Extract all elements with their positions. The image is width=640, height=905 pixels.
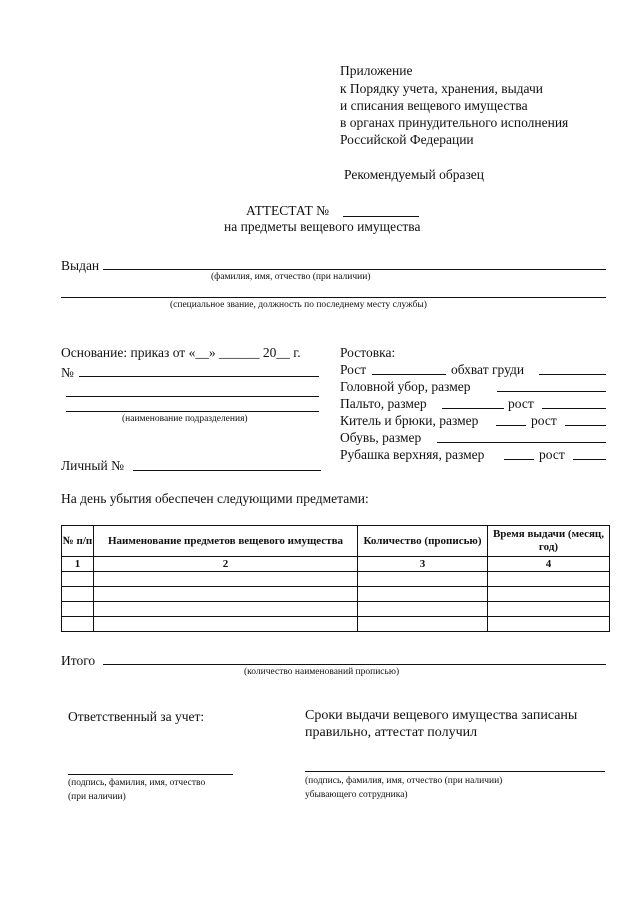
basis-unit-line-2: [66, 411, 319, 412]
responsible-signature-line: [68, 774, 233, 775]
departure-text: На день убытия обеспечен следующими предметами:: [61, 491, 369, 506]
size-coat-height-label: рост: [508, 396, 534, 411]
size-shirt-height-line: [573, 459, 606, 460]
personal-number-label: Личный №: [61, 458, 124, 473]
size-coat-line: [442, 408, 504, 409]
confirmation-line-2: правильно, аттестат получил: [305, 725, 478, 740]
responsible-hint-2: (при наличии): [68, 792, 126, 802]
size-tunic-label: Китель и брюки, размер: [340, 413, 479, 428]
recommended-sample: Рекомендуемый образец: [344, 167, 485, 182]
attestat-number-line: [343, 216, 419, 217]
issued-name-hint: (фамилия, имя, отчество (при наличии): [211, 272, 371, 282]
table-cell: [488, 572, 610, 587]
sizes-heading: Ростовка:: [340, 345, 396, 360]
table-cell: [488, 587, 610, 602]
table-cell: [62, 602, 94, 617]
size-chest-label: обхват груди: [451, 362, 525, 377]
appendix-line-3: и списания вещевого имущества: [340, 98, 528, 113]
size-shoes-label: Обувь, размер: [340, 430, 422, 445]
table-cell: [358, 617, 488, 632]
basis-number-label: №: [61, 365, 74, 380]
size-coat-label: Пальто, размер: [340, 396, 427, 411]
column-number-4: 4: [488, 557, 610, 572]
column-number-1: 1: [62, 557, 94, 572]
table-cell: [62, 587, 94, 602]
table-cell: [488, 617, 610, 632]
table-row: [62, 617, 610, 632]
size-shirt-line: [504, 459, 534, 460]
size-headwear-label: Головной убор, размер: [340, 379, 471, 394]
column-number-2: 2: [94, 557, 358, 572]
total-hint: (количество наименований прописью): [244, 667, 400, 677]
header-number: № п/п: [62, 526, 94, 557]
basis-order: Основание: приказ от «__» ______ 20__ г.: [61, 345, 301, 360]
size-tunic-height-label: рост: [531, 413, 557, 428]
table-header-row: [62, 526, 610, 557]
size-shirt-height-label: рост: [539, 447, 565, 462]
table-row: [62, 587, 610, 602]
appendix-line-4: в органах принудительного исполнения: [340, 115, 569, 130]
table-cell: [94, 572, 358, 587]
size-shoes-line: [437, 442, 606, 443]
table-row: [62, 572, 610, 587]
attestat-title: АТТЕСТАТ №: [246, 203, 329, 218]
table-cell: [62, 617, 94, 632]
total-line: [103, 664, 606, 665]
appendix-line-2: к Порядку учета, хранения, выдачи: [340, 81, 543, 96]
size-tunic-line: [496, 425, 526, 426]
table-cell: [358, 602, 488, 617]
size-headwear-line: [497, 391, 606, 392]
total-label: Итого: [61, 653, 96, 668]
confirmation-line-1: Сроки выдачи вещевого имущества записаны: [305, 708, 578, 723]
basis-unit-hint: (наименование подразделения): [122, 414, 248, 424]
issued-label: Выдан: [61, 258, 100, 273]
appendix-line-1: Приложение: [340, 63, 413, 78]
issued-name-line: [103, 269, 606, 270]
table-cell: [358, 572, 488, 587]
table-cell: [62, 572, 94, 587]
header-issue-time: Время выдачи (месяц, год): [488, 526, 610, 557]
table-number-row: [62, 557, 610, 572]
header-quantity: Количество (прописью): [358, 526, 488, 557]
table-cell: [488, 602, 610, 617]
responsible-label: Ответственный за учет:: [68, 709, 205, 724]
confirmation-hint-2: убывающего сотрудника): [305, 790, 408, 800]
items-table: [61, 525, 610, 632]
size-height-label: Рост: [340, 362, 367, 377]
size-coat-height-line: [542, 408, 606, 409]
confirmation-hint-1: (подпись, фамилия, имя, отчество (при наличии): [305, 776, 503, 786]
appendix-line-5: Российской Федерации: [340, 132, 474, 147]
issued-rank-line: [61, 297, 606, 298]
personal-number-line: [133, 470, 321, 471]
table-cell: [94, 602, 358, 617]
confirmation-signature-line: [305, 771, 605, 772]
column-number-3: 3: [358, 557, 488, 572]
size-height-line: [372, 374, 446, 375]
table-cell: [94, 617, 358, 632]
table-cell: [358, 587, 488, 602]
attestat-subtitle: на предметы вещевого имущества: [224, 219, 421, 234]
size-chest-line: [539, 374, 606, 375]
basis-number-line: [79, 376, 319, 377]
responsible-hint-1: (подпись, фамилия, имя, отчество: [68, 778, 206, 788]
table-cell: [94, 587, 358, 602]
issued-rank-hint: (специальное звание, должность по последнему месту службы): [170, 300, 427, 310]
basis-unit-line-1: [66, 396, 319, 397]
size-tunic-height-line: [565, 425, 606, 426]
size-shirt-label: Рубашка верхняя, размер: [340, 447, 485, 462]
header-item-name: Наименование предметов вещевого имущества: [94, 526, 358, 557]
table-row: [62, 602, 610, 617]
